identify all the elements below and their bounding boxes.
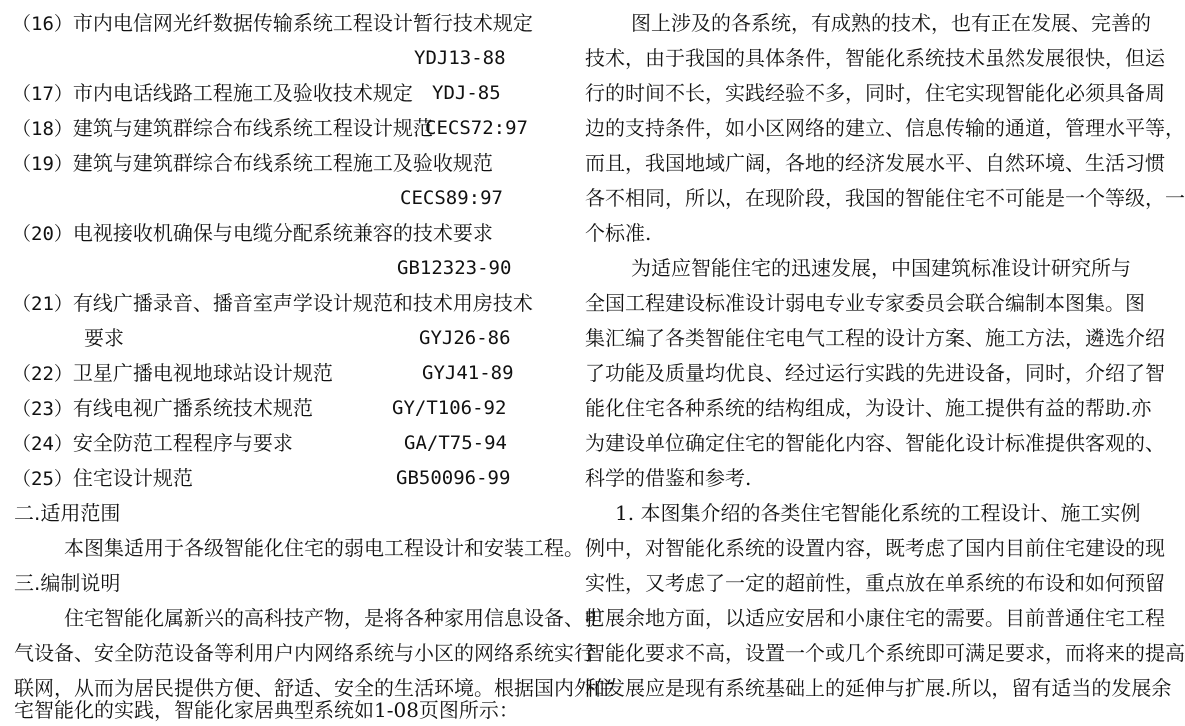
item-number: （23） [12,398,73,420]
item-number: （20） [12,223,73,245]
item-code: YDJ13-88 [414,47,506,69]
paragraph-line: 智能化要求不高，设置一个或几个系统即可满足要求，而将来的提高 [585,641,1185,665]
item-code: GB50096-99 [396,467,511,489]
scope-paragraph: 本图集适用于各级智能化住宅的弱电工程设计和安装工程。 [64,536,584,560]
paragraph-line: 为适应智能住宅的迅速发展，中国建筑标准设计研究所与 [631,256,1131,280]
item-code: GA/T75-94 [404,432,507,454]
paragraph-line: 而且，我国地域广阔，各地的经济发展水平、自然环境、生活习惯 [585,151,1165,175]
list-item [12,150,493,176]
paragraph-line: 技术，由于我国的具体条件，智能化系统技术虽然发展很快，但运 [585,46,1165,70]
paragraph-line: 1. 本图集介绍的各类住宅智能化系统的工程设计、施工实例 [615,501,1141,525]
item-title: 住宅设计规范 [72,466,193,490]
list-item [12,465,193,491]
paragraph-line: 住宅智能化属新兴的高科技产物，是将各种家用信息设备、电 [64,606,604,630]
item-title: 市内电信网光纤数据传输系统工程设计暂行技术规定 [72,11,533,35]
item-title: 建筑与建筑群综合布线系统工程设计规范 [72,116,433,140]
paragraph-line: 联网，从而为居民提供方便、舒适、安全的生活环境。根据国内外住 [14,676,614,700]
paragraph-line: 行的时间不长，实践经验不多，同时，住宅实现智能化必须具备周 [585,81,1165,105]
item-number: （19） [12,153,73,175]
paragraph-line: 扩展余地方面，以适应安居和小康住宅的需要。目前普通住宅工程 [585,606,1165,630]
item-title: 有线广播录音、播音室声学设计规范和技术用房技术 [72,291,533,315]
paragraph-line: 为建设单位确定住宅的智能化内容、智能化设计标准提供客观的、 [585,431,1165,455]
paragraph-line: 和发展应是现有系统基础上的延伸与扩展.所以，留有适当的发展余 [585,676,1172,700]
item-code: YDJ-85 [432,82,501,104]
item-title: 安全防范工程程序与要求 [72,431,293,455]
paragraph-line: 全国工程建设标准设计弱电专业专家委员会联合编制本图集。图 [585,291,1145,315]
item-number: （22） [12,363,73,385]
item-code: GY/T106-92 [392,397,507,419]
paragraph-line: 科学的借鉴和参考. [585,466,752,490]
list-item [12,430,293,456]
list-item [12,115,433,141]
item-title: 电视接收机确保与电缆分配系统兼容的技术要求 [72,221,493,245]
item-title-continued: 要求 [84,326,124,350]
item-number: （21） [12,293,73,315]
paragraph-line: 边的支持条件，如小区网络的建立、信息传输的通道，管理水平等， [585,116,1185,140]
list-item [12,395,313,421]
item-title: 建筑与建筑群综合布线系统工程施工及验收规范 [72,151,493,175]
list-item [12,10,533,36]
item-code: GYJ26-86 [419,327,511,349]
paragraph-line: 图上涉及的各系统，有成熟的技术，也有正在发展、完善的 [631,11,1151,35]
paragraph-line: 集汇编了各类智能住宅电气工程的设计方案、施工方法，遴选介绍 [585,326,1165,350]
item-code: CECS72:97 [425,117,528,139]
paragraph-line: 各不相同，所以，在现阶段，我国的智能住宅不可能是一个等级，一 [585,186,1185,210]
list-item [12,220,493,246]
list-item [12,290,533,316]
item-title: 市内电话线路工程施工及验收技术规定 [72,81,413,105]
list-item [12,360,333,386]
paragraph-line: 能化住宅各种系统的结构组成，为设计、施工提供有益的帮助.亦 [585,396,1152,420]
section-heading-notes: 三.编制说明 [14,571,121,595]
paragraph-line: 例中，对智能化系统的设置内容，既考虑了国内目前住宅建设的现 [585,536,1165,560]
item-code: CECS89:97 [400,187,503,209]
section-heading-scope: 二.适用范围 [14,501,121,525]
item-code: GB12323-90 [397,257,512,279]
item-number: （25） [12,468,73,490]
item-title: 卫星广播电视地球站设计规范 [72,361,333,385]
item-number: （16） [12,13,73,35]
paragraph-line: 宅智能化的实践，智能化家居典型系统如1-08页图所示： [14,698,519,722]
list-item [12,80,413,106]
item-number: （24） [12,433,73,455]
paragraph-line: 实性，又考虑了一定的超前性，重点放在单系统的布设和如何预留 [585,571,1165,595]
paragraph-line: 气设备、安全防范设备等利用户内网络系统与小区的网络系统实行 [14,641,594,665]
paragraph-line: 了功能及质量均优良、经过运行实践的先进设备，同时，介绍了智 [585,361,1165,385]
paragraph-line: 个标准. [585,221,652,245]
item-number: （17） [12,83,73,105]
item-title: 有线电视广播系统技术规范 [72,396,313,420]
item-number: （18） [12,118,73,140]
item-code: GYJ41-89 [422,362,514,384]
